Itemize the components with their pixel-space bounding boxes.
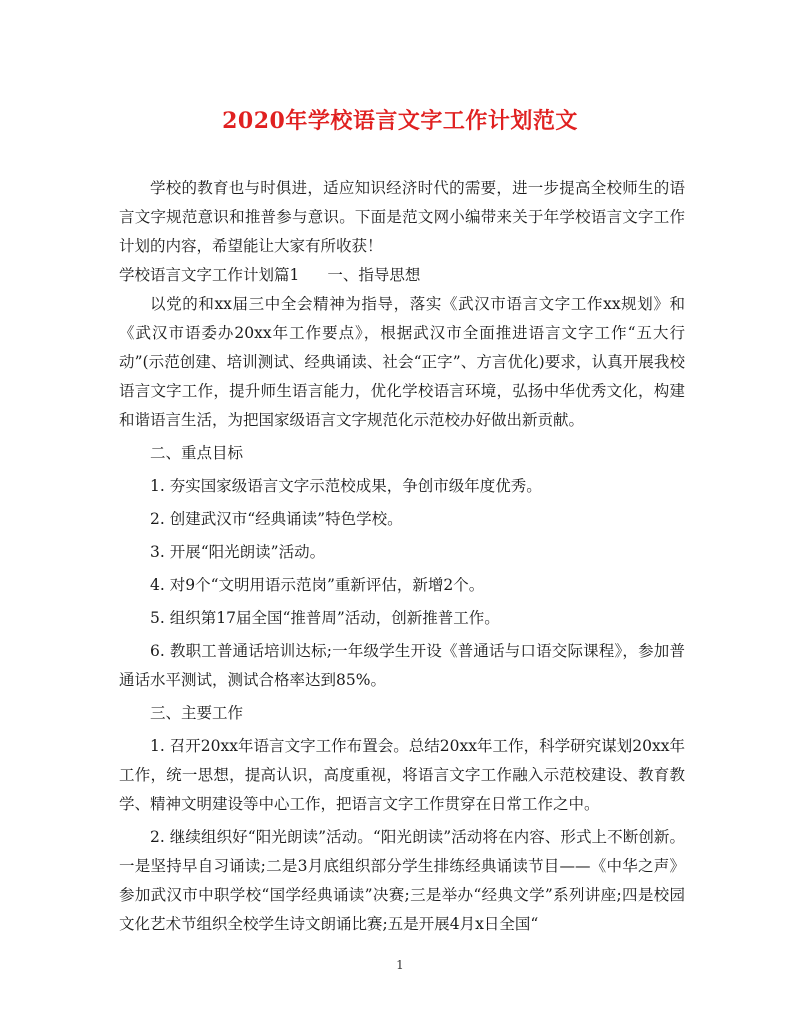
page-number: 1 — [396, 958, 404, 972]
goal-item-4: 4. 对9个“文明用语示范岗”重新评估，新增2个。 — [150, 576, 485, 594]
goal-item-1: 1. 夯实国家级语言文字示范校成果，争创市级年度优秀。 — [150, 477, 542, 495]
document-body — [119, 174, 685, 939]
goal-item-5: 5. 组织第17届全国“推普周”活动，创新推普工作。 — [150, 609, 500, 627]
work-item-2: 2. 继续组织好“阳光朗读”活动。“阳光朗读”活动将在内容、形式上不断创新。一是坚持早自习诵读;二是3月底组织部分学生排练经典诵读节目——《中华之声》参加武汉市中职学校“国学经典诵读”决赛;三是举办“经典文学”系列讲座;四是校园文化艺术节组织全校学生诗文朗诵比赛;五是开展4月x日全国“ — [119, 828, 685, 933]
plan-heading-line — [119, 261, 685, 290]
intro-paragraph: 学校的教育也与时俱进，适应知识经济时代的需要，进一步提高全校师生的语言文字规范意识和推普参与意识。下面是范文网小编带来关于年学校语言文字工作计划的内容，希望能让大家有所收获！ — [119, 179, 685, 255]
plan-label: 学校语言文字工作计划篇1 — [119, 266, 300, 284]
section1-heading: 一、指导思想 — [327, 266, 421, 284]
goal-item-3: 3. 开展“阳光朗读”活动。 — [150, 543, 326, 561]
goal-item-6: 6. 教职工普通话培训达标;一年级学生开设《普通话与口语交际课程》，参加普通话水平测试，测试合格率达到85%。 — [119, 642, 685, 689]
document-title: 2020年学校语言文字工作计划范文 — [222, 108, 578, 134]
work-item-1: 1. 召开20xx年语言文字工作布置会。总结20xx年工作，科学研究谋划20xx年工作，统一思想，提高认识，高度重视，将语言文字工作融入示范校建设、教育教学、精神文明建设等中心工作，把语言文字工作贯穿在日常工作之中。 — [119, 737, 685, 813]
section3-heading: 三、主要工作 — [150, 704, 244, 722]
guiding-paragraph: 以党的和xx届三中全会精神为指导，落实《武汉市语言文字工作xx规划》和《武汉市语委办20xx年工作要点》，根据武汉市全面推进语言文字工作“五大行动”(示范创建、培训测试、经典诵读、社会“正字”、方言优化)要求，认真开展我校语言文字工作，提升师生语言能力，优化学校语言环境，弘扬中华优秀文化，构建和谐语言生活，为把国家级语言文字规范化示范校办好做出新贡献。 — [119, 295, 685, 429]
section2-heading: 二、重点目标 — [150, 444, 244, 462]
goal-item-2: 2. 创建武汉市“经典诵读”特色学校。 — [150, 510, 403, 528]
